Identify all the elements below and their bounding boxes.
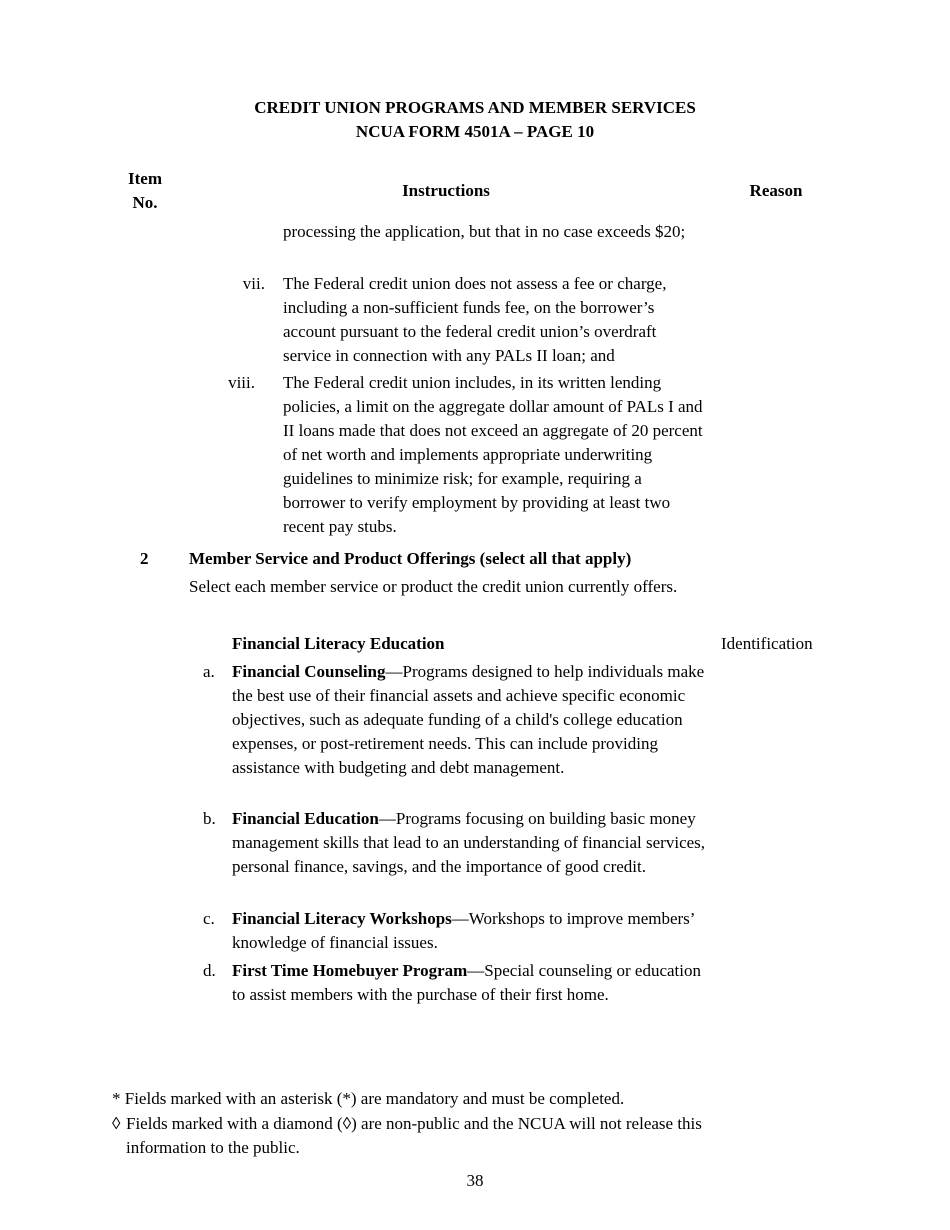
- entry-term: Financial Counseling: [232, 662, 386, 681]
- entry-desc: —Special counseling or education to assist members with the purchase of their first home.: [232, 961, 701, 1004]
- column-header-item-line1: Item: [128, 169, 162, 188]
- entry-desc: —Programs focusing on building basic money management skills that lead to an understanding of financial services, personal finance, savings, and the importance of good credit.: [232, 809, 706, 876]
- entry-letter: c.: [203, 909, 215, 928]
- column-header-item-line2: No.: [132, 193, 158, 212]
- item-description: Select each member service or product the credit union currently offers.: [189, 577, 678, 596]
- footnote-diamond: Fields marked with a diamond (◊) are non-public and the NCUA will not release this information to the public.: [126, 1114, 702, 1157]
- entry-text: [232, 807, 710, 879]
- entry-text: [232, 660, 710, 780]
- footnote-asterisk: * Fields marked with an asterisk (*) are mandatory and must be completed.: [112, 1089, 625, 1108]
- item-heading: Member Service and Product Offerings (select all that apply): [189, 549, 632, 568]
- column-header-instructions: Instructions: [402, 181, 490, 200]
- entry-letter: a.: [203, 662, 215, 681]
- column-header-reason: Reason: [749, 181, 803, 200]
- page-title: CREDIT UNION PROGRAMS AND MEMBER SERVICES: [254, 98, 696, 117]
- entry-term: First Time Homebuyer Program: [232, 961, 468, 980]
- list-item-text: The Federal credit union does not assess a fee or charge, including a non-sufficient funds fee, on the borrower’s account pursuant to the federal credit union’s overdraft service in connection with any PALs II loan; and: [283, 274, 667, 365]
- entry-text: [232, 907, 710, 955]
- diamond-icon: ◊: [112, 1114, 121, 1133]
- entry-desc: —Workshops to improve members’ knowledge of financial issues.: [232, 909, 695, 952]
- entry-letter: b.: [203, 809, 216, 828]
- list-item-number: viii.: [228, 373, 255, 392]
- page-subtitle: NCUA FORM 4501A – PAGE 10: [355, 122, 595, 141]
- continuation-text: processing the application, but that in no case exceeds $20;: [283, 222, 686, 241]
- entry-desc: —Programs designed to help individuals make the best use of their financial assets and achieve specific economic objectives, such as adequate funding of a child's college education expenses, or post-retirement needs. This can include providing assistance with budgeting and debt management.: [232, 662, 705, 777]
- column-header-item: [105, 167, 185, 215]
- list-item-number: vii.: [242, 274, 265, 293]
- subsection-heading: Financial Literacy Education: [232, 634, 445, 653]
- page-number: 38: [466, 1171, 484, 1190]
- reason-value: Identification: [721, 634, 813, 653]
- entry-term: Financial Literacy Workshops: [232, 909, 452, 928]
- entry-letter: d.: [203, 961, 216, 980]
- entry-term: Financial Education: [232, 809, 379, 828]
- item-number: 2: [140, 549, 149, 568]
- list-item-text: The Federal credit union includes, in its written lending policies, a limit on the aggregate dollar amount of PALs I and II loans made that does not exceed an aggregate of 20 percent of net worth and implements appropriate underwriting guidelines to minimize risk; for example, requiring a borrower to verify employment by providing at least two recent pay stubs.: [283, 373, 703, 536]
- entry-text: [232, 959, 710, 1007]
